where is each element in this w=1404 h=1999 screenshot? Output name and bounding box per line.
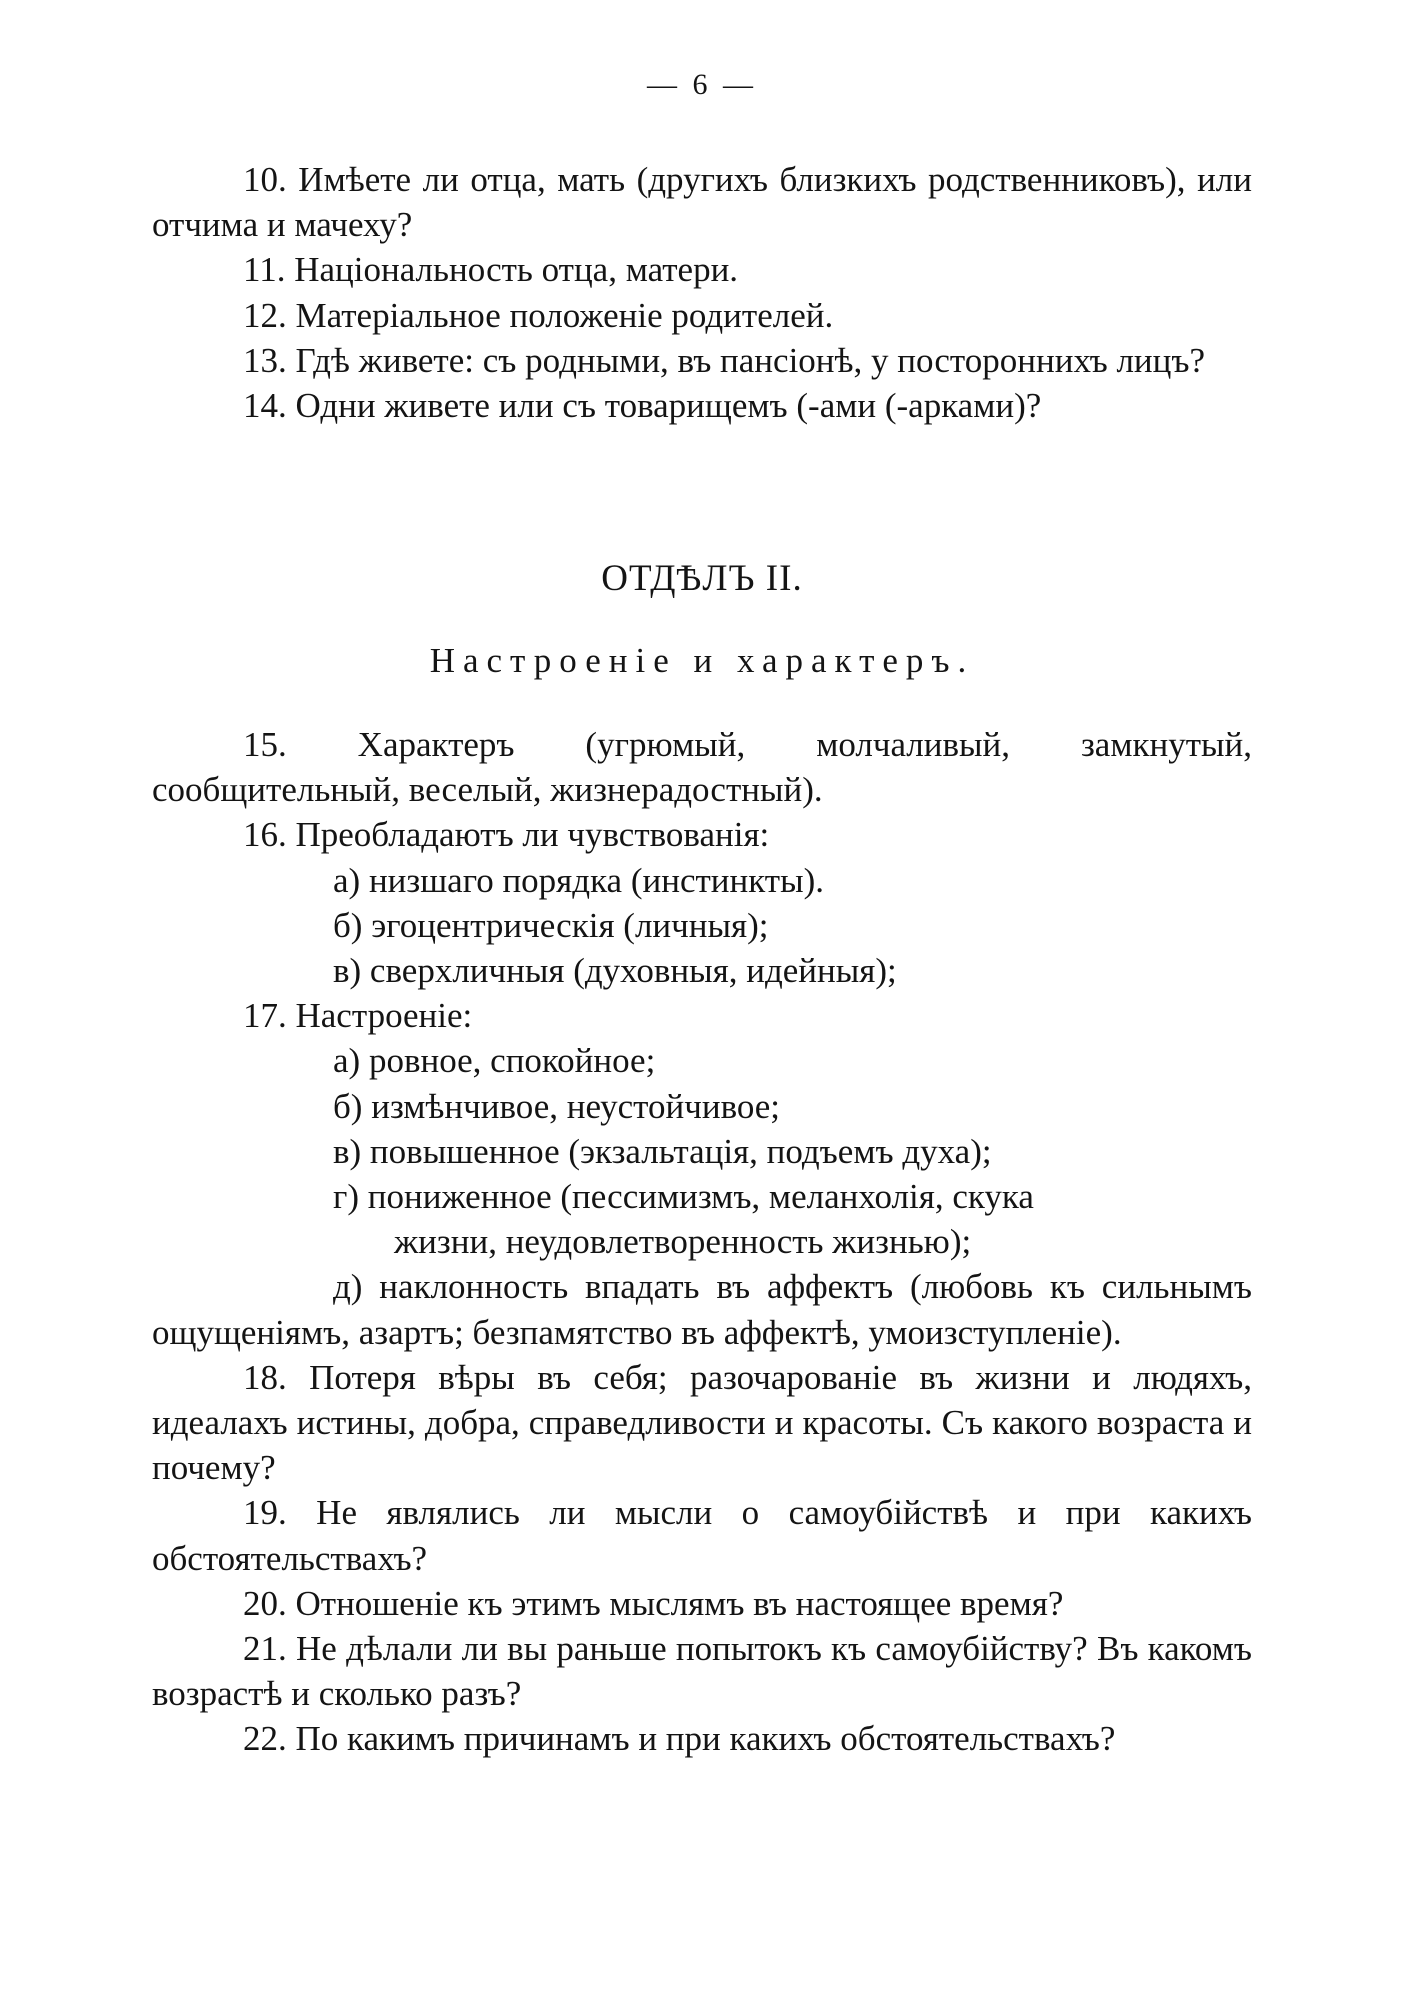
question-17-option-a: а) ровное, спокойное; [333,1041,656,1081]
question-17: 17. Настроеніе: [243,996,473,1036]
question-18: 18. Потеря вѣры въ себя; разочарованіе въ жизни и людяхъ, идеалахъ истины, добра, справедливости и красоты. Съ какого возраста и почему? [152,1357,1252,1488]
question-17-option-c: в) повышенное (экзальтація, подъемъ духа); [333,1131,992,1171]
question-17-option-g-continuation: жизни, неудовлетворенность жизнью); [394,1222,972,1262]
question-17-option-d: д) наклонность впадать въ аффектъ (любовь къ сильнымъ ощущеніямъ, азартъ; безпамятство въ аффектѣ, умоизступленіе). [152,1267,1252,1352]
question-19: 19. Не являлись ли мысли о самоубійствѣ и при какихъ обстоятельствахъ? [152,1493,1252,1578]
page-number: — 6 — [647,68,757,101]
question-13: 13. Гдѣ живете: съ родными, въ пансіонѣ, у постороннихъ лицъ? [243,340,1206,380]
question-17-option-b: б) измѣнчивое, неустойчивое; [333,1086,781,1126]
question-15: 15. Характеръ (угрюмый, молчаливый, замкнутый, сообщительный, веселый, жизнерадостный). [152,725,1252,810]
question-12: 12. Матеріальное положеніе родителей. [243,295,834,335]
question-10: 10. Имѣете ли отца, мать (другихъ близкихъ родственниковъ), или отчима и мачеху? [152,160,1252,245]
question-21: 21. Не дѣлали ли вы раньше попытокъ къ самоубійству? Въ какомъ возрастѣ и сколько разъ? [152,1629,1252,1714]
question-16-option-a: а) низшаго порядка (инстинкты). [333,860,825,900]
section-subtitle: Настроеніе и характеръ. [429,641,975,680]
question-16: 16. Преобладаютъ ли чувствованія: [243,815,770,855]
question-16-option-b: б) эгоцентрическія (личныя); [333,905,769,945]
question-20: 20. Отношеніе къ этимъ мыслямъ въ настоящее время? [243,1583,1064,1623]
question-16-option-c: в) сверхличныя (духовныя, идейныя); [333,951,897,991]
question-17-option-g-first-line: г) пониженное (пессимизмъ, меланхолія, скука [333,1177,1034,1217]
question-14: 14. Одни живете или съ товарищемъ (-ами (-арками)? [243,386,1042,426]
section-title: ОТДѢЛЪ II. [601,558,803,599]
question-17-option-g [152,1174,1252,1264]
question-11: 11. Національность отца, матери. [243,250,739,290]
section-two-questions [152,722,1252,1762]
section-one-questions [152,157,1252,428]
question-22: 22. По какимъ причинамъ и при какихъ обстоятельствахъ? [243,1719,1116,1759]
